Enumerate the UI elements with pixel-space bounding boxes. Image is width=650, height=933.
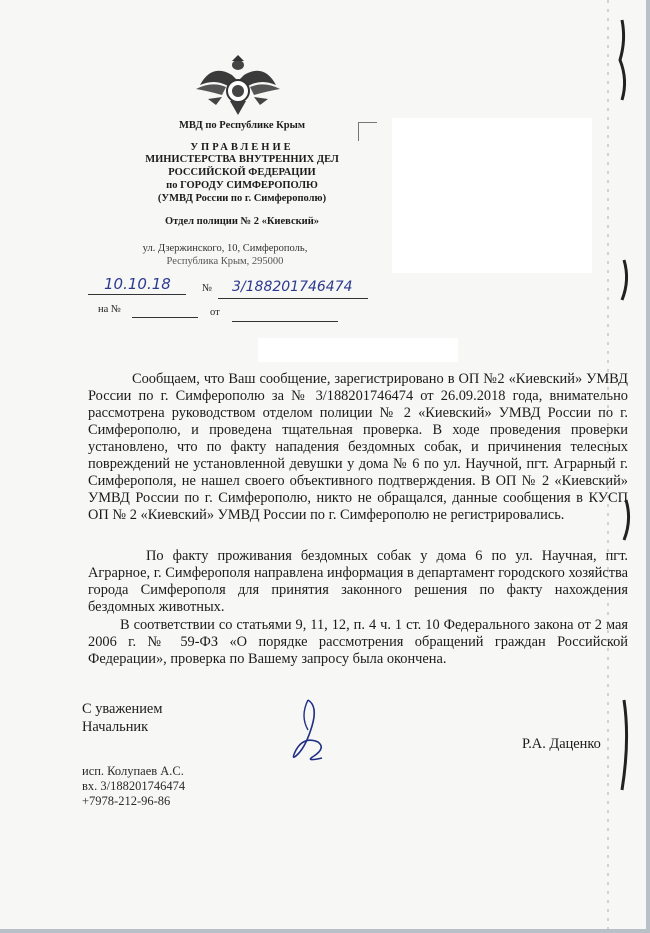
letterhead-line: по ГОРОДУ СИМФЕРОПОЛЮ (166, 180, 318, 191)
handwritten-number: 3/188201746474 (232, 279, 353, 295)
letterhead-line: МИНИСТЕРСТВА ВНУТРЕННИХ ДЕЛ (145, 154, 339, 165)
paragraph-text: В соответствии со статьями 9, 11, 12, п. 4 ч. 1 ст. 10 Федерального закона от 2 мая 2006 г. № 59-ФЗ «О порядке рассмотрения обращений граждан Российской Федерации», проверка по Вашему запросу была окончена. (88, 617, 628, 667)
executor-name: исп. Колупаев А.С. (82, 764, 184, 778)
position-text: Начальник (82, 719, 149, 735)
letterhead-title: УПРАВЛЕНИЕ (190, 142, 294, 153)
letterhead-line: (УМВД России по г. Симферополю) (157, 193, 327, 204)
na-underline (132, 317, 198, 318)
phone-number: +7978-212-96-86 (82, 794, 171, 808)
incoming-number: вх. 3/188201746474 (82, 779, 186, 793)
viewer-frame-right (646, 0, 650, 933)
redacted-salutation (258, 338, 458, 362)
regards-text: С уважением (82, 701, 163, 717)
ministry-region: МВД по Республике Крым (179, 120, 305, 131)
body-paragraph-1 (88, 371, 628, 524)
address-line-1: ул. Дзержинского, 10, Симферополь, (142, 243, 308, 254)
body-paragraph-3 (88, 617, 628, 668)
viewer-frame-bottom (0, 929, 650, 933)
department-name: Отдел полиции № 2 «Киевский» (164, 216, 320, 227)
executor-block (82, 764, 185, 809)
ot-underline (232, 321, 338, 322)
redacted-addressee (392, 118, 592, 273)
date-underline (88, 294, 186, 295)
handwritten-signature (278, 696, 338, 766)
letterhead-lines (92, 153, 392, 205)
paragraph-text: По факту проживания бездомных собак у дома 6 по ул. Научная, пгт. Аграрное, г. Симферополя направлена информация в департамент городского хозяйства города Симферополя для принятия законного решения по факту нахождения бездомных животных. (88, 548, 628, 615)
paragraph-text: Сообщаем, что Ваш сообщение, зарегистрировано в ОП №2 «Киевский» УМВД России по г. Симферополю за № 3/188201746474 от 26.09.2018 года, внимательно рассмотрена руководством отделом полиции № 2 «Киевский» УМВД России по г. Симферополю, и проведена тщательная проверка. В ходе проведения проверки установлено, что по факту нападения бездомных собак, и причинения телесных повреждений не установленной девушки у дома № 6 по ул. Научной, пгт. Аграрный г. Симферополя, не нашел своего объективного подтверждения. В ОП № 2 «Киевский» УМВД России по г. Симферополю, никто не обращался, данные сообщения в КУСП ОП № 2 «Киевский» УМВД России по г. Симферополю не регистрировались. (88, 371, 628, 523)
letterhead-line: РОССИЙСКОЙ ФЕДЕРАЦИИ (168, 167, 316, 178)
na-label: на № (98, 304, 121, 315)
addressee-corner-mark (358, 122, 377, 141)
signer-name: Р.А. Даценко (522, 736, 601, 752)
ot-label: от (210, 307, 220, 318)
scan-edge-artifacts (600, 0, 640, 933)
address-line-2: Республика Крым, 295000 (166, 256, 284, 267)
handwritten-date: 10.10.18 (104, 275, 171, 293)
double-headed-eagle-emblem (192, 55, 284, 117)
number-label: № (202, 283, 213, 294)
body-paragraph-2 (88, 548, 628, 616)
number-underline (218, 298, 368, 299)
